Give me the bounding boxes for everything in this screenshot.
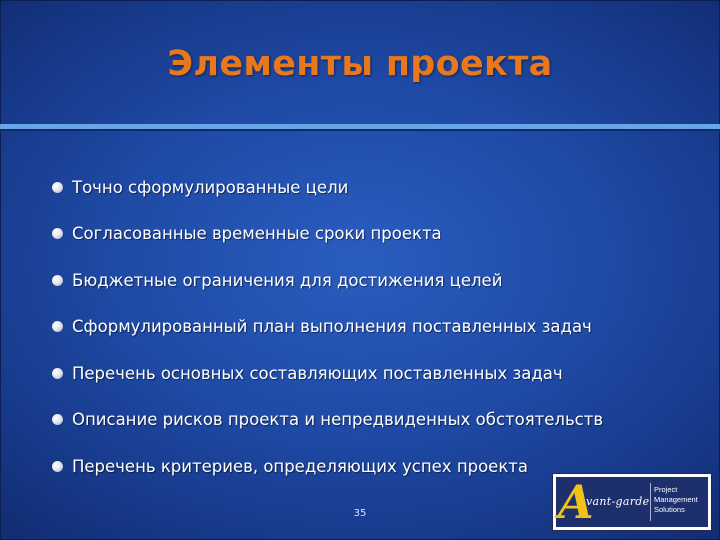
logo-letter-icon: A <box>558 475 594 529</box>
bullet-icon <box>52 321 63 332</box>
bullet-list <box>52 164 603 490</box>
logo-tagline-line: Solutions <box>654 505 685 514</box>
logo-brand: vant-garde <box>586 495 650 508</box>
bullet-text: Описание рисков проекта и непредвиденных обстоятельств <box>72 410 604 430</box>
bullet-icon <box>52 414 63 425</box>
list-item <box>52 304 603 351</box>
list-item <box>52 211 603 258</box>
bullet-text: Перечень критериев, определяющих успех проекта <box>72 456 529 476</box>
logo-panel <box>556 477 708 527</box>
list-item <box>52 443 603 490</box>
list-item <box>52 164 603 211</box>
bullet-text: Сформулированный план выполнения поставленных задач <box>72 317 592 337</box>
list-item <box>52 257 603 304</box>
bullet-icon <box>52 461 63 472</box>
logo-tagline-line: Management <box>654 495 698 504</box>
slide-title: Элементы проекта <box>167 44 553 84</box>
bullet-text: Точно сформулированные цели <box>72 177 349 197</box>
logo-divider <box>650 483 651 521</box>
bullet-text: Согласованные временные сроки проекта <box>72 224 442 244</box>
bullet-icon <box>52 182 63 193</box>
page-number: 35 <box>353 508 367 519</box>
title-divider-shadow <box>0 129 720 131</box>
bullet-text: Бюджетные ограничения для достижения целей <box>72 270 503 290</box>
bullet-icon <box>52 228 63 239</box>
bullet-icon <box>52 368 63 379</box>
logo-tagline <box>654 485 698 515</box>
logo-tagline-line: Project <box>654 485 678 494</box>
company-logo <box>552 473 712 531</box>
bullet-text: Перечень основных составляющих поставленных задач <box>72 363 563 383</box>
list-item <box>52 397 603 444</box>
list-item <box>52 350 603 397</box>
bullet-icon <box>52 275 63 286</box>
